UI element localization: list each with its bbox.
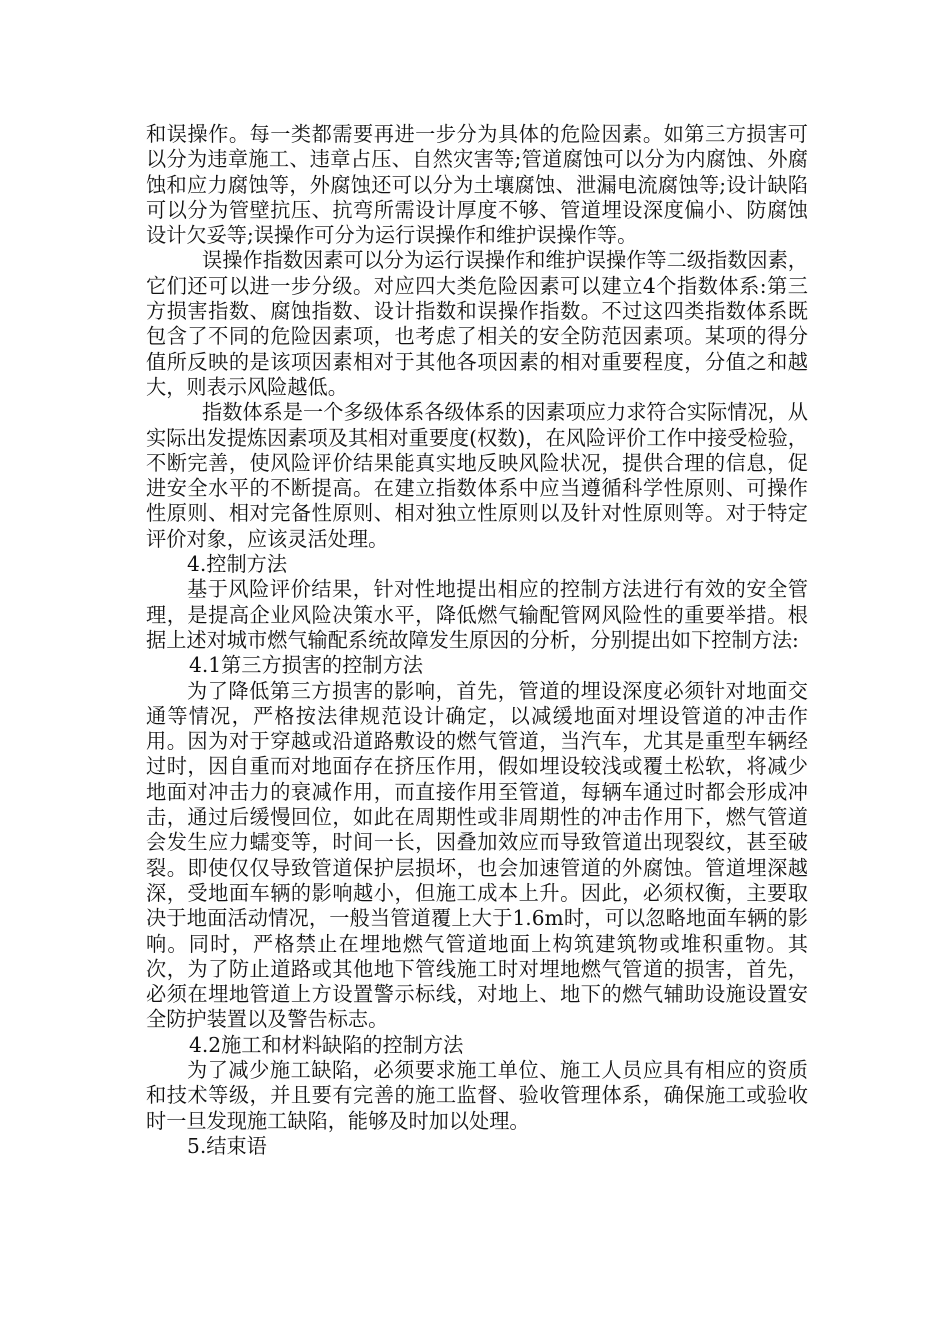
document-page — [146, 122, 808, 1159]
body-paragraph: 基于风险评价结果，针对性地提出相应的控制方法进行有效的安全管理，是提高企业风险决策水平，降低燃气输配管网风险性的重要举措。根据上述对城市燃气输配系统故障发生原因的分析，分别提出如下控制方法: — [146, 577, 808, 652]
section-heading: 4.控制方法 — [187, 552, 288, 577]
section-heading: 5.结束语 — [187, 1133, 267, 1158]
body-paragraph: 为了降低第三方损害的影响，首先，管道的埋设深度必须针对地面交通等情况，严格按法律规范设计确定，以减缓地面对埋设管道的冲击作用。因为对于穿越或沿道路敷设的燃气管道，当汽车，尤其是重型车辆经过时，因自重而对地面存在挤压作用，假如埋设较浅或覆土松软，将减少地面对冲击力的衰减作用，而直接作用至管道，每辆车通过时都会形成冲击，通过后缓慢回位，如此在周期性或非周期性的冲击作用下，燃气管道会发生应力蠕变等，时间一长，因叠加效应而导致管道出现裂纹，甚至破裂。即使仅仅导致管道保护层损坏，也会加速管道的外腐蚀。管道埋深越深，受地面车辆的影响越小，但施工成本上升。因此，必须权衡，主要取决于地面活动情况，一般当管道覆上大于1.6m时，可以忽略地面车辆的影响。同时，严格禁止在埋地燃气管道地面上构筑建筑物或堆积重物。其次，为了防止道路或其他地下管线施工时对埋地燃气管道的损害，首先，必须在埋地管道上方设置警示标线，对地上、地下的燃气辅助设施设置安全防护装置以及警告标志。 — [146, 678, 808, 1032]
body-paragraph: 为了减少施工缺陷，必须要求施工单位、施工人员应具有相应的资质和技术等级，并且要有完善的施工监督、验收管理体系，确保施工或验收时一旦发现施工缺陷，能够及时加以处理。 — [146, 1057, 808, 1133]
body-paragraph: 和误操作。每一类都需要再进一步分为具体的危险因素。如第三方损害可以分为违章施工、违章占压、自然灾害等;管道腐蚀可以分为内腐蚀、外腐蚀和应力腐蚀等，外腐蚀还可以分为土壤腐蚀、泄漏电流腐蚀等;设计缺陷可以分为管壁抗压、抗弯所需设计厚度不够、管道埋设深度偏小、防腐蚀设计欠妥等;误操作可分为运行误操作和维护误操作等。 — [146, 122, 808, 248]
body-paragraph: 指数体系是一个多级体系各级体系的因素项应力求符合实际情况，从实际出发提炼因素项及其相对重要度(权数)，在风险评价工作中接受检验，不断完善，使风险评价结果能真实地反映风险状况，提供合理的信息，促进安全水平的不断提高。在建立指数体系中应当遵循科学性原则、可操作性原则、相对完备性原则、相对独立性原则以及针对性原则等。对于特定评价对象，应该灵活处理。 — [146, 400, 808, 551]
body-paragraph: 误操作指数因素可以分为运行误操作和维护误操作等二级指数因素，它们还可以进一步分级。对应四大类危险因素可以建立4个指数体系:第三方损害指数、腐蚀指数、设计指数和误操作指数。不过这四类指数体系既包含了不同的危险因素项，也考虑了相关的安全防范因素项。某项的得分值所反映的是该项因素相对于其他各项因素的相对重要程度，分值之和越大，则表示风险越低。 — [146, 248, 808, 399]
subsection-heading: 4.2施工和材料缺陷的控制方法 — [189, 1032, 464, 1057]
subsection-heading: 4.1第三方损害的控制方法 — [189, 653, 423, 678]
